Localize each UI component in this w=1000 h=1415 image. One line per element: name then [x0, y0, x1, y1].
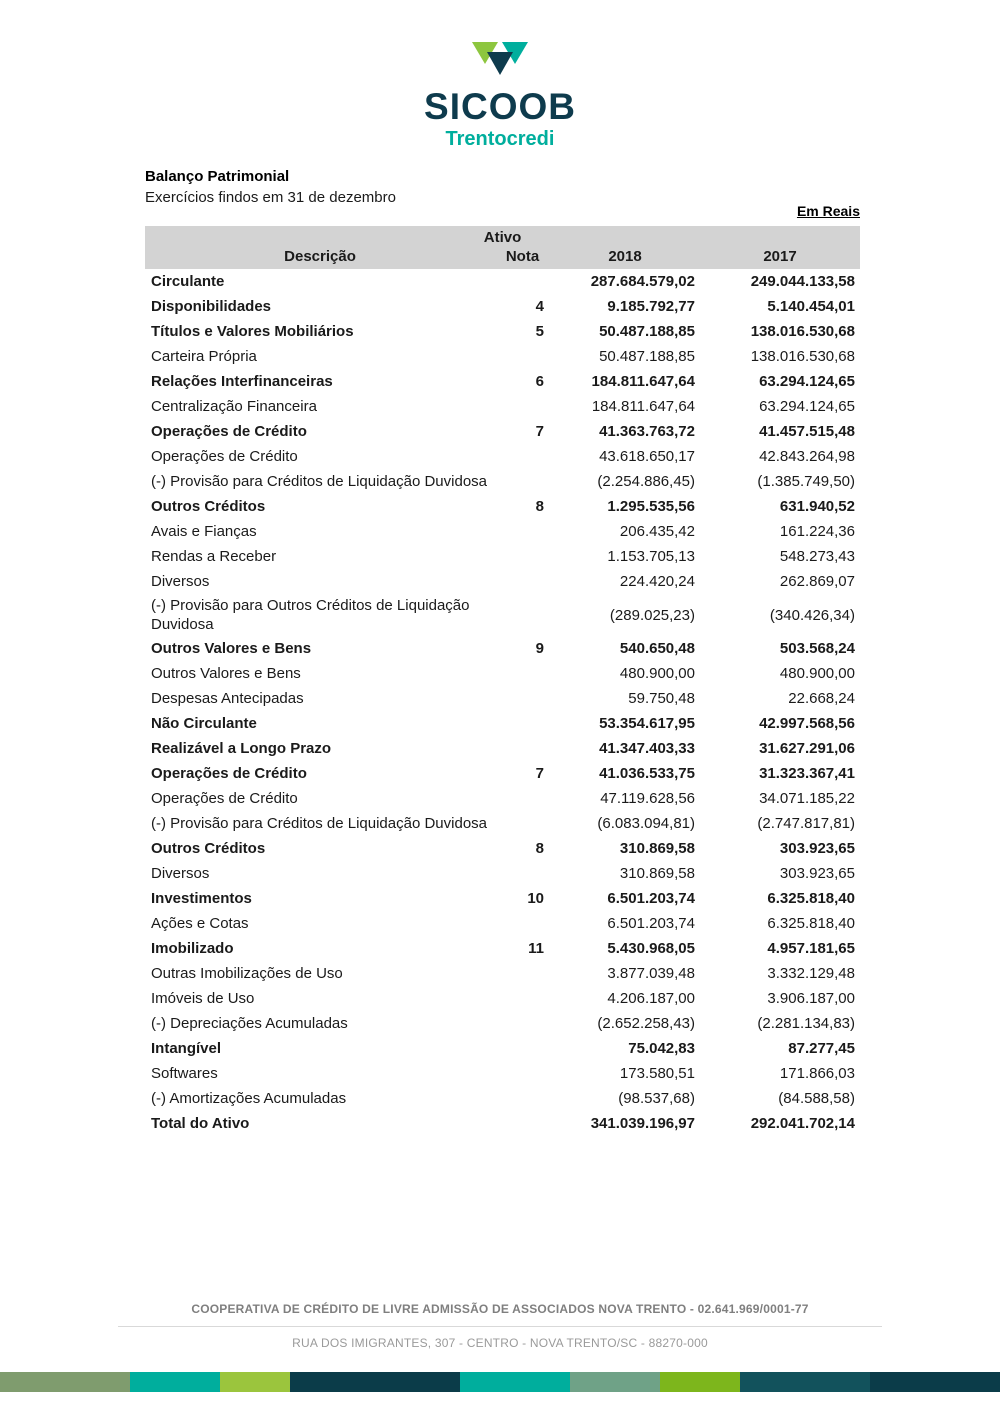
- brand-name: SICOOB: [424, 86, 576, 127]
- table-row: [145, 636, 860, 661]
- cell-2017: 303.923,65: [779, 865, 855, 882]
- bottom-brand-bar: [0, 1372, 1000, 1392]
- cell-descricao: Diversos: [151, 865, 210, 882]
- cell-descricao: Imóveis de Uso: [151, 990, 255, 1007]
- cell-descricao: Operações de Crédito: [151, 765, 307, 782]
- cell-2017: 138.016.530,68: [750, 323, 855, 340]
- bottom-bar-segment: [130, 1372, 220, 1392]
- table-row: [145, 594, 860, 636]
- table-header: [145, 226, 860, 269]
- cell-2018: 6.501.203,74: [607, 890, 695, 907]
- cell-descricao: Operações de Crédito: [151, 448, 298, 465]
- cell-2017: 548.273,43: [779, 548, 855, 565]
- column-header-descricao: Descrição: [284, 248, 356, 265]
- cell-2017: 34.071.185,22: [759, 790, 855, 807]
- table-row: [145, 319, 860, 344]
- table-row: [145, 519, 860, 544]
- cell-descricao: Operações de Crédito: [151, 423, 307, 440]
- cell-descricao: Não Circulante: [151, 715, 257, 732]
- cell-nota: 9: [535, 640, 544, 657]
- table-row: [145, 1036, 860, 1061]
- cell-descricao: (-) Provisão para Créditos de Liquidação Duvidosa: [151, 473, 488, 490]
- cell-2018: 310.869,58: [619, 865, 695, 882]
- table-row: [145, 711, 860, 736]
- table-row: [145, 469, 860, 494]
- table-row: [145, 344, 860, 369]
- balance-sheet-table: [145, 226, 860, 1136]
- cell-descricao: (-) Depreciações Acumuladas: [151, 1015, 348, 1032]
- cell-2018: 41.363.763,72: [599, 423, 695, 440]
- logo-center-triangle: [487, 52, 513, 75]
- table-row: [145, 294, 860, 319]
- table-row: [145, 661, 860, 686]
- cell-descricao: Despesas Antecipadas: [151, 690, 304, 707]
- cell-2018: 480.900,00: [619, 665, 695, 682]
- cell-2018: 3.877.039,48: [607, 965, 695, 982]
- table-column-headers: [145, 247, 860, 266]
- cell-descricao: Carteira Própria: [151, 348, 257, 365]
- cell-descricao: (-) Provisão para Outros Créditos de Liquidação Duvidosa: [151, 597, 470, 633]
- cell-2017: 31.627.291,06: [759, 740, 855, 757]
- cell-descricao: (-) Provisão para Créditos de Liquidação Duvidosa: [151, 815, 488, 832]
- table-row: [145, 961, 860, 986]
- cell-2018: 310.869,58: [619, 840, 695, 857]
- cell-descricao: Títulos e Valores Mobiliários: [151, 323, 354, 340]
- cell-2017: 503.568,24: [779, 640, 855, 657]
- cell-2017: 6.325.818,40: [767, 915, 855, 932]
- bottom-bar-segment: [460, 1372, 570, 1392]
- cell-2018: 9.185.792,77: [607, 298, 695, 315]
- sub-brand-name: Trentocredi: [445, 128, 555, 150]
- cell-descricao: Diversos: [151, 573, 210, 590]
- cell-descricao: Investimentos: [151, 890, 252, 907]
- table-row: [145, 811, 860, 836]
- cell-descricao: Outros Valores e Bens: [151, 665, 301, 682]
- cell-2017: 262.869,07: [779, 573, 855, 590]
- bottom-bar-segment: [290, 1372, 460, 1392]
- cell-2018: 287.684.579,02: [590, 273, 695, 290]
- cell-2017: 41.457.515,48: [759, 423, 855, 440]
- cell-nota: 5: [535, 323, 544, 340]
- cell-2018: 59.750,48: [628, 690, 695, 707]
- table-row: [145, 419, 860, 444]
- cell-descricao: Operações de Crédito: [151, 790, 298, 807]
- cell-nota: 7: [535, 765, 544, 782]
- bottom-bar-segment: [220, 1372, 290, 1392]
- sicoob-logo-icon: [467, 40, 533, 86]
- footer-cooperative-name: COOPERATIVA DE CRÉDITO DE LIVRE ADMISSÃO DE ASSOCIADOS NOVA TRENTO - 02.641.969/0001-77: [191, 1302, 809, 1316]
- cell-2017: 480.900,00: [779, 665, 855, 682]
- cell-descricao: (-) Amortizações Acumuladas: [151, 1090, 347, 1107]
- cell-2017: 249.044.133,58: [750, 273, 855, 290]
- table-row: [145, 494, 860, 519]
- cell-descricao: Ações e Cotas: [151, 915, 249, 932]
- cell-2017: 22.668,24: [788, 690, 855, 707]
- cell-descricao: Outros Créditos: [151, 498, 266, 515]
- cell-descricao: Relações Interfinanceiras: [151, 373, 333, 390]
- table-row: [145, 836, 860, 861]
- cell-descricao: Centralização Financeira: [151, 398, 317, 415]
- table-row: [145, 861, 860, 886]
- cell-2017: (2.281.134,83): [757, 1015, 855, 1032]
- cell-descricao: Realizável a Longo Prazo: [151, 740, 332, 757]
- cell-2017: 4.957.181,65: [767, 940, 855, 957]
- cell-2018: 53.354.617,95: [599, 715, 695, 732]
- cell-descricao: Outras Imobilizações de Uso: [151, 965, 343, 982]
- cell-2017: 31.323.367,41: [759, 765, 855, 782]
- cell-2018: 50.487.188,85: [599, 323, 695, 340]
- cell-2018: 47.119.628,56: [600, 790, 695, 807]
- table-row: [145, 544, 860, 569]
- table-row: [145, 1011, 860, 1036]
- cell-2017: (84.588,58): [778, 1090, 855, 1107]
- cell-descricao: Softwares: [151, 1065, 218, 1082]
- cell-2018: 224.420,24: [619, 573, 695, 590]
- table-row: [145, 269, 860, 294]
- cell-2017: 3.906.187,00: [767, 990, 855, 1007]
- cell-descricao: Outros Créditos: [151, 840, 266, 857]
- cell-2017: 63.294.124,65: [759, 398, 855, 415]
- cell-2018: 4.206.187,00: [607, 990, 695, 1007]
- cell-2018: 6.501.203,74: [607, 915, 695, 932]
- cell-2017: 87.277,45: [788, 1040, 855, 1057]
- cell-2017: (2.747.817,81): [757, 815, 855, 832]
- cell-descricao: Intangível: [151, 1040, 222, 1057]
- page-title: Balanço Patrimonial: [145, 168, 290, 185]
- cell-nota: 4: [535, 298, 544, 315]
- cell-nota: 8: [535, 498, 544, 515]
- cell-2018: 184.811.647,64: [591, 398, 695, 415]
- cell-descricao: Avais e Fianças: [151, 523, 257, 540]
- cell-2017: 6.325.818,40: [767, 890, 855, 907]
- cell-nota: 10: [527, 890, 544, 907]
- cell-2018: 1.295.535,56: [607, 498, 695, 515]
- cell-2018: 75.042,83: [628, 1040, 695, 1057]
- table-row: [145, 1086, 860, 1111]
- cell-2018: 1.153.705,13: [607, 548, 695, 565]
- cell-2018: 50.487.188,85: [599, 348, 695, 365]
- page-footer: [118, 1302, 882, 1350]
- bottom-bar-segment: [570, 1372, 660, 1392]
- cell-2018: 41.347.403,33: [599, 740, 695, 757]
- column-header-nota: Nota: [505, 248, 540, 265]
- cell-descricao: Disponibilidades: [151, 298, 272, 315]
- table-row: [145, 761, 860, 786]
- table-row: [145, 736, 860, 761]
- cell-2018: 184.811.647,64: [591, 373, 695, 390]
- cell-2017: 3.332.129,48: [767, 965, 855, 982]
- cell-2017: 5.140.454,01: [767, 298, 855, 315]
- cell-2017: 42.997.568,56: [759, 715, 855, 732]
- cell-2017: (340.426,34): [769, 606, 855, 624]
- table-row: [145, 986, 860, 1011]
- bottom-bar-segment: [0, 1372, 130, 1392]
- table-row: [145, 569, 860, 594]
- cell-2017: 42.843.264,98: [759, 448, 855, 465]
- table-row: [145, 394, 860, 419]
- cell-2017: 171.866,03: [779, 1065, 855, 1082]
- cell-2018: (6.083.094,81): [597, 815, 695, 832]
- cell-2018: 43.618.650,17: [599, 448, 695, 465]
- cell-descricao: Imobilizado: [151, 940, 234, 957]
- document-header: [145, 168, 396, 206]
- footer-divider: [118, 1326, 882, 1327]
- bottom-bar-segment: [740, 1372, 870, 1392]
- table-row: [145, 686, 860, 711]
- cell-2018: 41.036.533,75: [599, 765, 695, 782]
- cell-descricao: Total do Ativo: [151, 1115, 250, 1132]
- cell-nota: 11: [528, 940, 544, 957]
- cell-descricao: Rendas a Receber: [151, 548, 277, 565]
- cell-2018: (2.652.258,43): [597, 1015, 695, 1032]
- table-row: [145, 444, 860, 469]
- cell-descricao: Circulante: [151, 273, 225, 290]
- cell-2017: 63.294.124,65: [759, 373, 855, 390]
- cell-2017: 292.041.702,14: [750, 1115, 855, 1132]
- table-row: [145, 1061, 860, 1086]
- table-row: [145, 886, 860, 911]
- column-header-2017: 2017: [763, 248, 797, 265]
- cell-2018: 540.650,48: [619, 640, 695, 657]
- cell-2018: 341.039.196,97: [590, 1115, 695, 1132]
- cell-2018: 5.430.968,05: [607, 940, 695, 957]
- column-header-2018: 2018: [608, 248, 642, 265]
- table-group-header: Ativo: [483, 229, 522, 246]
- cell-2017: 161.224,36: [779, 523, 855, 540]
- cell-2018: (2.254.886,45): [597, 473, 695, 490]
- bottom-bar-segment: [660, 1372, 740, 1392]
- bottom-bar-segment: [870, 1372, 1000, 1392]
- cell-2017: 303.923,65: [779, 840, 855, 857]
- cell-nota: 8: [535, 840, 544, 857]
- cell-2017: (1.385.749,50): [757, 473, 855, 490]
- cell-2018: 206.435,42: [619, 523, 695, 540]
- cell-2018: 173.580,51: [619, 1065, 695, 1082]
- table-body: [145, 269, 860, 1136]
- cell-2017: 138.016.530,68: [750, 348, 855, 365]
- table-row: [145, 911, 860, 936]
- page-subtitle: Exercícios findos em 31 de dezembro: [145, 189, 396, 206]
- cell-descricao: Outros Valores e Bens: [151, 640, 312, 657]
- cell-2018: (289.025,23): [609, 606, 695, 624]
- sicoob-logo: [0, 40, 1000, 149]
- currency-label: Em Reais: [796, 203, 860, 219]
- cell-nota: 7: [535, 423, 544, 440]
- table-row: [145, 1111, 860, 1136]
- table-row: [145, 369, 860, 394]
- table-row: [145, 786, 860, 811]
- cell-nota: 6: [535, 373, 544, 390]
- footer-address: RUA DOS IMIGRANTES, 307 - CENTRO - NOVA TRENTO/SC - 88270-000: [292, 1336, 708, 1350]
- cell-2017: 631.940,52: [779, 498, 855, 515]
- table-row: [145, 936, 860, 961]
- cell-2018: (98.537,68): [618, 1090, 695, 1107]
